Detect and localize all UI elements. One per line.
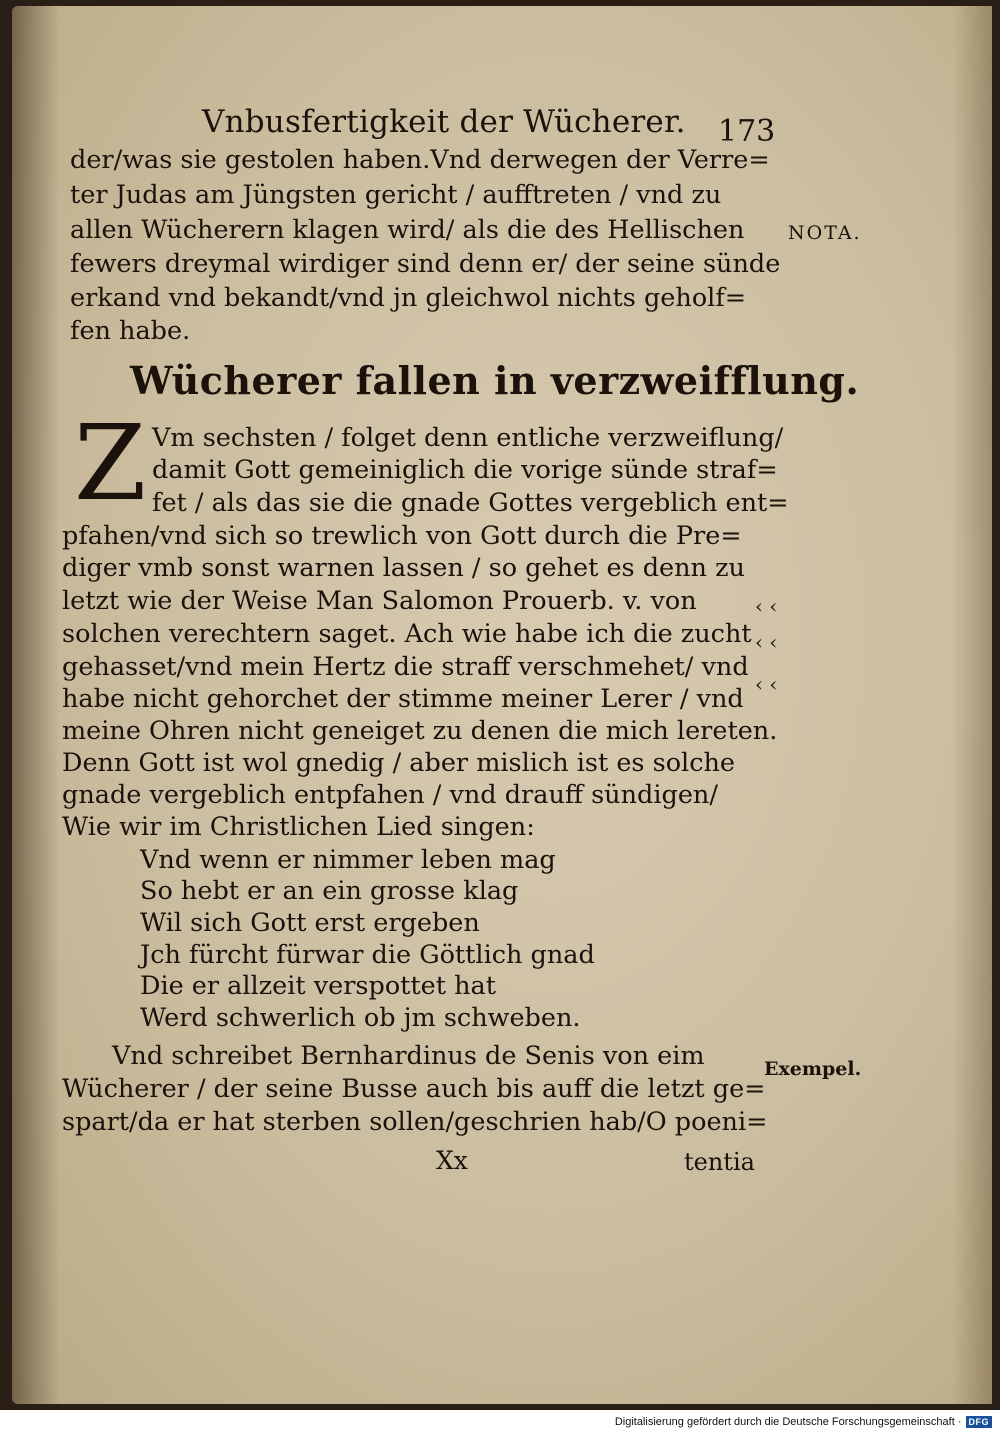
margin-note-nota: NOTA. xyxy=(788,222,862,244)
body-line: Denn Gott ist wol gnedig / aber mislich ist es solche xyxy=(62,748,736,778)
body-line: diger vmb sonst warnen lassen / so gehet es denn zu xyxy=(62,553,745,583)
funding-text: Digitalisierung gefördert durch die Deutsche Forschungsgemeinschaft · xyxy=(614,1416,962,1428)
running-head: Vnbusfertigkeit der Wücherer. xyxy=(202,104,686,140)
paper-sheet xyxy=(12,6,992,1404)
intro-line: allen Wücherern klagen wird/ als die des Hellischen xyxy=(70,215,745,245)
intro-line: der/was sie gestolen haben.Vnd derwegen der Verre= xyxy=(70,145,770,175)
closing-line: Wücherer / der seine Busse auch bis auff die letzt ge= xyxy=(62,1074,766,1104)
body-line: habe nicht gehorchet der stimme meiner Lerer / vnd xyxy=(62,684,744,714)
body-line: letzt wie der Weise Man Salomon Prouerb. v. von xyxy=(62,586,697,616)
funding-footer xyxy=(615,1416,992,1428)
body-line: Wie wir im Christlichen Lied singen: xyxy=(62,812,535,842)
intro-line: fen habe. xyxy=(70,316,191,346)
verse-line: Die er allzeit verspottet hat xyxy=(140,971,496,1001)
body-line: gnade vergeblich entpfahen / vnd drauff sündigen/ xyxy=(62,780,718,810)
verse-line: Werd schwerlich ob jm schweben. xyxy=(140,1003,581,1033)
verse-line: Wil sich Gott erst ergeben xyxy=(140,908,480,938)
quote-mark: ‹ ‹ xyxy=(755,630,778,654)
intro-line: ter Judas am Jüngsten gericht / aufftreten / vnd zu xyxy=(70,180,722,210)
closing-line: spart/da er hat sterben sollen/geschrien hab/O poeni= xyxy=(62,1107,768,1137)
closing-line: Vnd schreibet Bernhardinus de Senis von eim xyxy=(112,1041,705,1071)
body-line: solchen verechtern saget. Ach wie habe ich die zucht xyxy=(62,619,752,649)
verse-line: Jch fürcht fürwar die Göttlich gnad xyxy=(140,940,595,970)
body-line: Vm sechsten / folget denn entliche verzweiflung/ xyxy=(152,423,784,453)
body-line: meine Ohren nicht geneiget zu denen die mich lereten. xyxy=(62,716,778,746)
drop-initial: Z xyxy=(74,402,147,524)
section-heading: Wücherer fallen in verzweifflung. xyxy=(130,358,860,403)
verse-line: So hebt er an ein grosse klag xyxy=(140,876,519,906)
quote-mark: ‹ ‹ xyxy=(755,672,778,696)
margin-note-exempel: Exempel. xyxy=(764,1058,862,1080)
body-line: damit Gott gemeiniglich die vorige sünde straf= xyxy=(152,455,778,485)
verse-line: Vnd wenn er nimmer leben mag xyxy=(140,845,556,875)
body-line: fet / als das sie die gnade Gottes vergeblich ent= xyxy=(152,488,789,518)
intro-line: fewers dreymal wirdiger sind denn er/ der seine sünde xyxy=(70,249,781,279)
catchword: tentia xyxy=(684,1148,755,1176)
body-line: pfahen/vnd sich so trewlich von Gott durch die Pre= xyxy=(62,521,742,551)
quote-mark: ‹ ‹ xyxy=(755,594,778,618)
body-line: gehasset/vnd mein Hertz die straff verschmehet/ vnd xyxy=(62,652,749,682)
signature-mark: Xx xyxy=(436,1146,468,1175)
intro-line: erkand vnd bekandt/vnd jn gleichwol nichts geholf= xyxy=(70,283,747,313)
folio-number: 173 xyxy=(718,114,776,149)
dfg-logo: DFG xyxy=(966,1416,993,1428)
